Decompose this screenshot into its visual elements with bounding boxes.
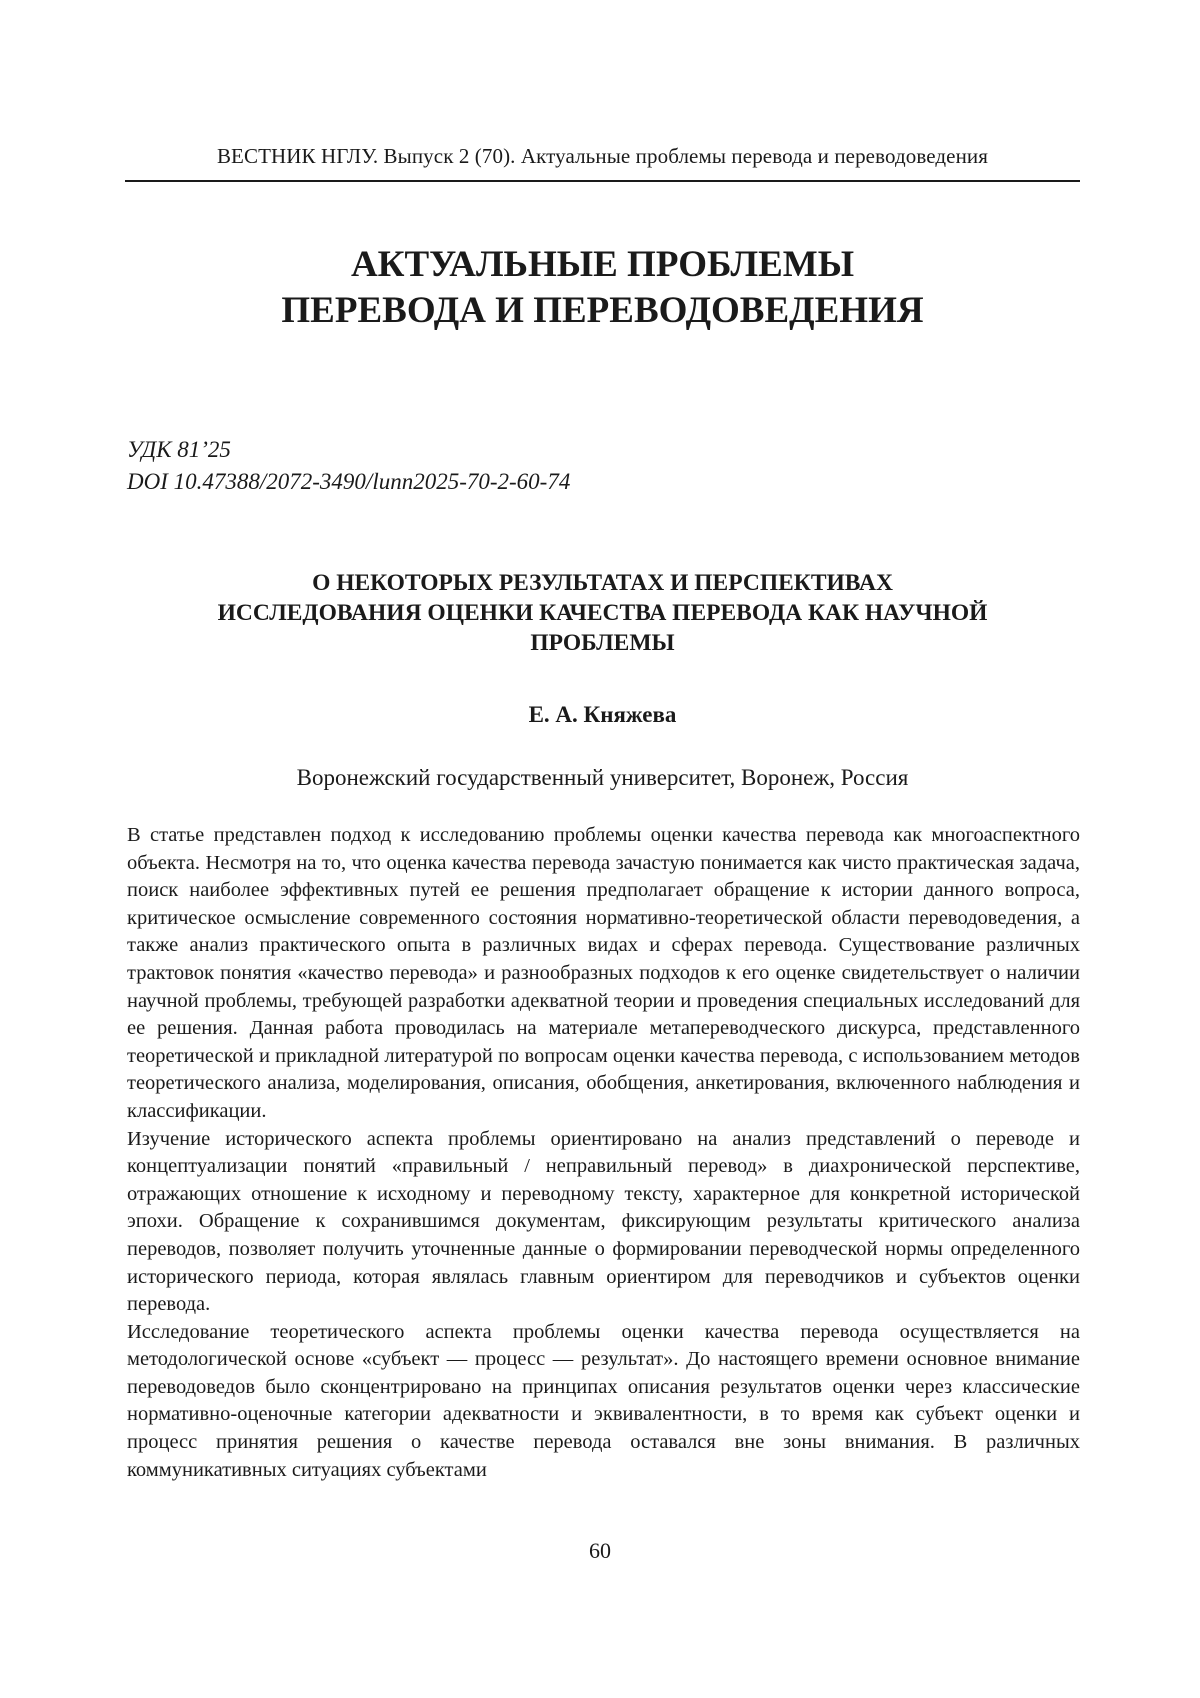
- doi: DOI 10.47388/2072-3490/lunn2025-70-2-60-74: [127, 466, 570, 498]
- udk-code: УДК 81’25: [127, 434, 570, 466]
- page-number: 60: [0, 1538, 1200, 1564]
- abstract-paragraph: Изучение исторического аспекта проблемы ориентировано на анализ представлений о переводе и концептуализации понятий «правильный / неправильный перевод» в диахронической перспективе, отражающих отношение к исходному и переводному тексту, характерное для конкретной исторической эпохи. Обращение к сохранившимся документам, фиксирующим результаты критического анализа переводов, позволяет получить уточненные данные о формировании переводческой нормы определенного исторического периода, которая являлась главным ориентиром для переводчиков и субъектов оценки перевода.: [127, 1126, 1080, 1319]
- article-title-line: ИССЛЕДОВАНИЯ ОЦЕНКИ КАЧЕСТВА ПЕРЕВОДА КАК НАУЧНОЙ: [125, 598, 1080, 628]
- author-affiliation: Воронежский государственный университет, Воронеж, Россия: [125, 765, 1080, 791]
- section-title-line: АКТУАЛЬНЫЕ ПРОБЛЕМЫ: [125, 242, 1080, 288]
- article-title-line: ПРОБЛЕМЫ: [125, 628, 1080, 658]
- abstract-paragraph: Исследование теоретического аспекта проблемы оценки качества перевода осуществляется на методологической основе «субъект — процесс — результат». До настоящего времени основное внимание переводоведов было сконцентрировано на принципах описания результатов оценки через классические нормативно-оценочные категории адекватности и эквивалентности, в то время как субъект оценки и процесс принятия решения о качестве перевода оставался вне зоны внимания. В различных коммуникативных ситуациях субъектами: [127, 1319, 1080, 1485]
- section-title: [125, 242, 1080, 334]
- section-title-line: ПЕРЕВОДА И ПЕРЕВОДОВЕДЕНИЯ: [125, 288, 1080, 334]
- header-divider: [125, 180, 1080, 182]
- article-metadata: [127, 434, 570, 498]
- author-name: Е. А. Княжева: [125, 702, 1080, 728]
- article-title-line: О НЕКОТОРЫХ РЕЗУЛЬТАТАХ И ПЕРСПЕКТИВАХ: [125, 568, 1080, 598]
- abstract: [127, 822, 1080, 1484]
- abstract-paragraph: В статье представлен подход к исследованию проблемы оценки качества перевода как многоаспектного объекта. Несмотря на то, что оценка качества перевода зачастую понимается как чисто практическая задача, поиск наиболее эффективных путей ее решения предполагает обращение к истории данного вопроса, критическое осмысление современного состояния нормативно-теоретической области переводоведения, а также анализ практического опыта в различных видах и сферах перевода. Существование различных трактовок понятия «качество перевода» и разнообразных подходов к его оценке свидетельствует о наличии научной проблемы, требующей разработки адекватной теории и проведения специальных исследований для ее решения. Данная работа проводилась на материале метапереводческого дискурса, представленного теоретической и прикладной литературой по вопросам оценки качества перевода, с использованием методов теоретического анализа, моделирования, описания, обобщения, анкетирования, включенного наблюдения и классификации.: [127, 822, 1080, 1126]
- article-title: [125, 568, 1080, 658]
- running-head: ВЕСТНИК НГЛУ. Выпуск 2 (70). Актуальные проблемы перевода и переводоведения: [125, 144, 1080, 169]
